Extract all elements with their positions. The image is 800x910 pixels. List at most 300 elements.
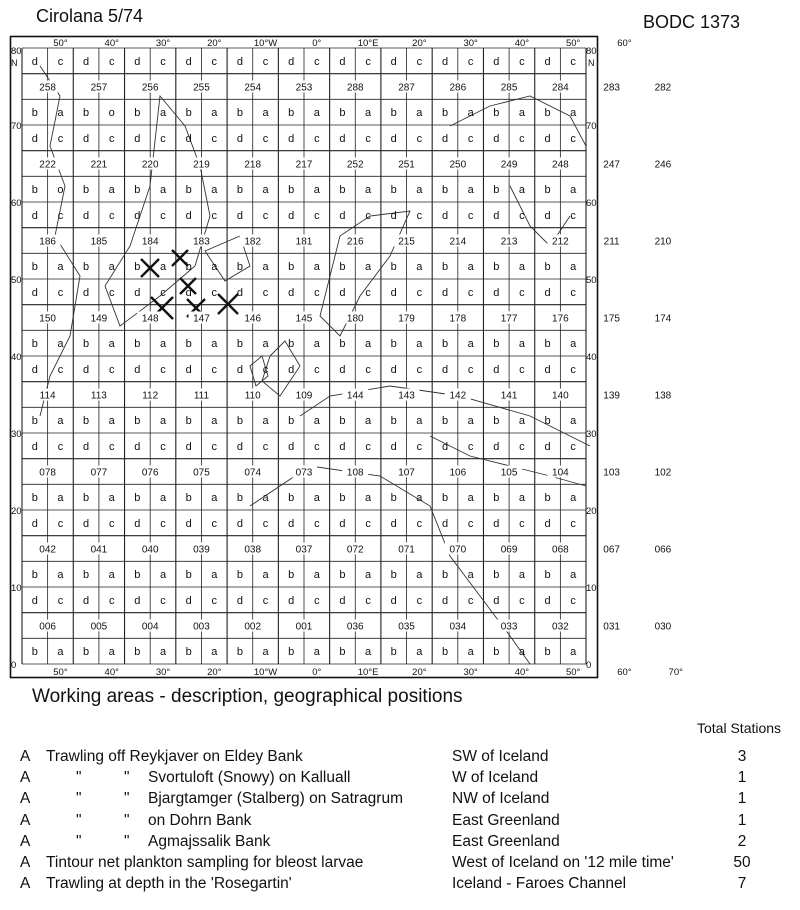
- block-number: 003: [193, 621, 210, 633]
- square-letter: b: [390, 646, 397, 659]
- square-letter: b: [390, 261, 397, 274]
- square-letter: d: [134, 594, 141, 607]
- block-number: 174: [654, 313, 672, 325]
- square-letter: b: [339, 569, 346, 582]
- square-letter: c: [108, 132, 115, 145]
- square-letter: d: [544, 440, 551, 453]
- square-letter: c: [262, 440, 269, 453]
- square-letter: b: [544, 261, 551, 274]
- area-code: A: [20, 790, 31, 808]
- square-letter: c: [211, 209, 218, 222]
- square-letter: c: [467, 55, 474, 68]
- square-letter: a: [467, 107, 474, 120]
- block-number: 249: [500, 159, 518, 171]
- square-letter: b: [83, 569, 90, 582]
- block-number: 039: [193, 544, 210, 556]
- square-letter: b: [83, 415, 90, 428]
- square-letter: d: [134, 132, 141, 145]
- block-number: 257: [90, 82, 108, 94]
- square-letter: d: [390, 55, 397, 68]
- square-letter: b: [339, 646, 346, 659]
- latitude-label: 80: [586, 46, 597, 57]
- block-number: 181: [295, 236, 313, 248]
- square-letter: d: [493, 286, 500, 299]
- square-letter: a: [211, 646, 218, 659]
- longitude-label: 50°: [565, 667, 581, 678]
- square-letter: c: [160, 594, 166, 607]
- square-letter: b: [134, 492, 141, 505]
- square-letter: b: [185, 261, 192, 274]
- block-number: 212: [552, 236, 569, 248]
- square-letter: a: [211, 107, 218, 120]
- square-letter: a: [365, 415, 372, 428]
- square-letter: c: [314, 286, 320, 299]
- square-letter: b: [441, 415, 449, 428]
- square-letter: d: [134, 55, 141, 68]
- square-letter: c: [416, 594, 423, 607]
- square-letter: b: [236, 107, 243, 120]
- square-letter: d: [134, 517, 141, 530]
- longitude-label: 40°: [514, 667, 530, 678]
- block-number: 068: [552, 544, 569, 556]
- longitude-label: 40°: [104, 667, 119, 678]
- square-letter: b: [441, 492, 449, 505]
- square-letter: b: [441, 107, 449, 120]
- square-letter: d: [31, 209, 38, 222]
- ditto-mark: ": [76, 832, 82, 850]
- square-letter: d: [31, 286, 38, 299]
- square-letter: c: [314, 209, 320, 222]
- square-letter: b: [544, 569, 551, 582]
- area-description: Tintour net plankton sampling for bleost larvae: [46, 854, 364, 871]
- square-letter: c: [365, 363, 371, 376]
- square-letter: c: [108, 440, 115, 453]
- square-letter: b: [83, 107, 90, 120]
- square-letter: a: [57, 569, 64, 582]
- square-letter: c: [108, 594, 115, 607]
- block-number: 248: [552, 159, 569, 171]
- square-letter: d: [390, 209, 397, 222]
- block-number: 040: [141, 544, 159, 556]
- square-letter: c: [160, 286, 166, 299]
- square-letter: c: [570, 594, 576, 607]
- square-letter: b: [441, 646, 449, 659]
- square-letter: d: [288, 132, 295, 145]
- square-letter: d: [441, 55, 449, 68]
- block-number: 251: [398, 159, 415, 171]
- block-number: 186: [39, 236, 56, 248]
- square-letter: a: [57, 107, 64, 120]
- block-number: 217: [295, 159, 313, 171]
- square-letter: c: [570, 209, 576, 222]
- square-letter: d: [339, 363, 346, 376]
- square-letter: a: [570, 492, 577, 505]
- square-letter: a: [211, 569, 218, 582]
- square-letter: c: [211, 55, 218, 68]
- square-letter: b: [390, 569, 397, 582]
- square-letter: c: [211, 132, 218, 145]
- square-letter: a: [570, 415, 577, 428]
- square-letter: a: [211, 492, 218, 505]
- square-letter: a: [518, 646, 525, 659]
- square-letter: d: [236, 517, 243, 530]
- square-letter: a: [570, 338, 577, 351]
- block-number: 033: [500, 621, 518, 633]
- square-letter: a: [211, 415, 218, 428]
- square-letter: a: [57, 338, 64, 351]
- square-letter: b: [236, 492, 243, 505]
- block-number: 149: [90, 313, 108, 325]
- block-number: 006: [39, 621, 56, 633]
- square-letter: b: [544, 646, 551, 659]
- square-letter: d: [134, 286, 141, 299]
- block-number: 287: [398, 82, 415, 94]
- square-letter: d: [441, 594, 449, 607]
- block-number: 072: [346, 544, 364, 556]
- square-letter: b: [83, 184, 90, 197]
- ditto-mark: ": [124, 790, 130, 808]
- square-letter: c: [416, 517, 423, 530]
- square-letter: a: [518, 569, 525, 582]
- block-number: 004: [141, 621, 159, 633]
- area-code: A: [20, 854, 31, 871]
- square-letter: d: [544, 132, 551, 145]
- square-letter: c: [416, 55, 423, 68]
- square-letter: d: [288, 517, 295, 530]
- square-letter: d: [83, 363, 90, 376]
- square-letter: b: [236, 569, 243, 582]
- square-letter: d: [236, 132, 243, 145]
- longitude-label: 20°: [207, 667, 222, 678]
- square-letter: b: [31, 184, 38, 197]
- block-number: 035: [398, 621, 415, 633]
- block-number: 220: [141, 159, 159, 171]
- square-letter: b: [493, 261, 500, 274]
- square-letter: d: [31, 440, 38, 453]
- square-letter: c: [108, 209, 115, 222]
- square-letter: b: [185, 338, 192, 351]
- square-letter: c: [416, 132, 423, 145]
- square-letter: c: [57, 55, 64, 68]
- latitude-label: 30: [11, 429, 22, 440]
- square-letter: a: [159, 646, 167, 659]
- block-number: 067: [603, 544, 620, 556]
- square-letter: d: [236, 209, 243, 222]
- square-letter: c: [211, 440, 218, 453]
- square-letter: a: [467, 338, 474, 351]
- latitude-label: 80: [11, 46, 22, 57]
- block-number: 176: [552, 313, 569, 325]
- table-row: [0, 790, 800, 811]
- square-letter: a: [159, 569, 167, 582]
- square-letter: b: [31, 261, 38, 274]
- square-letter: b: [390, 492, 397, 505]
- longitude-label: 20°: [412, 667, 427, 678]
- square-letter: c: [160, 209, 166, 222]
- square-letter: d: [185, 594, 192, 607]
- square-letter: c: [416, 286, 423, 299]
- square-letter: c: [467, 363, 474, 376]
- block-number: 147: [193, 313, 210, 325]
- block-number: 288: [346, 82, 364, 94]
- square-letter: b: [185, 492, 192, 505]
- square-letter: a: [365, 646, 372, 659]
- square-letter: d: [288, 55, 295, 68]
- block-number: 002: [244, 621, 262, 633]
- square-letter: c: [467, 440, 474, 453]
- area-location: SW of Iceland: [452, 748, 549, 765]
- square-letter: b: [288, 184, 295, 197]
- square-letter: d: [31, 363, 38, 376]
- area-location: East Greenland: [452, 811, 560, 829]
- square-letter: c: [108, 286, 115, 299]
- block-number: 038: [244, 544, 262, 556]
- square-letter: a: [416, 492, 423, 505]
- square-letter: a: [570, 261, 577, 274]
- square-letter: c: [519, 594, 525, 607]
- square-letter: d: [339, 55, 346, 68]
- square-letter: a: [467, 184, 474, 197]
- square-letter: c: [570, 363, 576, 376]
- square-letter: c: [467, 132, 474, 145]
- square-letter: a: [416, 261, 423, 274]
- square-letter: a: [262, 569, 269, 582]
- square-letter: c: [211, 517, 218, 530]
- square-letter: c: [519, 363, 525, 376]
- square-letter: a: [313, 261, 320, 274]
- square-letter: c: [416, 363, 423, 376]
- block-number: 102: [654, 467, 672, 479]
- block-number: 078: [39, 467, 56, 479]
- latitude-label: 40: [11, 352, 22, 363]
- block-number: 109: [295, 390, 313, 402]
- square-letter: a: [108, 338, 115, 351]
- square-letter: c: [519, 55, 525, 68]
- square-letter: c: [365, 209, 371, 222]
- block-number: 030: [654, 621, 672, 633]
- ditto-mark: ": [124, 832, 130, 850]
- square-letter: c: [314, 55, 320, 68]
- square-letter: c: [365, 594, 371, 607]
- latitude-label: 50: [586, 275, 597, 286]
- block-number: 214: [449, 236, 467, 248]
- square-letter: c: [365, 55, 371, 68]
- square-letter: b: [31, 569, 38, 582]
- station-total: 2: [737, 832, 747, 850]
- square-letter: a: [467, 646, 474, 659]
- square-letter: c: [160, 132, 166, 145]
- square-letter: b: [339, 415, 346, 428]
- square-letter: b: [441, 569, 449, 582]
- longitude-label: 30°: [463, 667, 478, 678]
- square-letter: d: [493, 132, 500, 145]
- square-letter: a: [416, 338, 423, 351]
- square-letter: d: [544, 363, 551, 376]
- square-letter: d: [390, 363, 397, 376]
- square-letter: d: [544, 209, 551, 222]
- square-letter: b: [339, 492, 346, 505]
- block-number: 144: [346, 390, 364, 402]
- station-total: 50: [733, 854, 751, 871]
- square-letter: d: [339, 594, 346, 607]
- block-number: 253: [295, 82, 313, 94]
- square-letter: a: [57, 492, 64, 505]
- block-number: 179: [398, 313, 415, 325]
- area-code: A: [20, 769, 31, 787]
- square-letter: c: [160, 517, 166, 530]
- latitude-label: 10: [586, 583, 597, 594]
- square-letter: c: [57, 209, 64, 222]
- square-letter: c: [262, 209, 269, 222]
- section-title: Working areas - description, geographical positions: [32, 686, 463, 707]
- square-letter: b: [134, 646, 141, 659]
- block-number: 247: [603, 159, 620, 171]
- square-letter: a: [159, 184, 167, 197]
- block-number: 042: [39, 544, 56, 556]
- square-letter: a: [262, 338, 269, 351]
- square-letter: b: [236, 646, 243, 659]
- block-number: 219: [193, 159, 210, 171]
- table-row: [0, 748, 800, 769]
- area-description: Bjargtamger (Stalberg) on Satragrum: [148, 790, 404, 808]
- block-number: 210: [654, 236, 672, 248]
- square-letter: d: [31, 594, 38, 607]
- station-total: 1: [737, 790, 747, 808]
- block-number: 150: [39, 313, 56, 325]
- cruise-title: Cirolana 5/74: [36, 6, 144, 26]
- square-letter: a: [262, 415, 269, 428]
- square-letter: c: [262, 594, 269, 607]
- latitude-label: 20: [586, 506, 597, 517]
- square-letter: c: [262, 286, 269, 299]
- square-letter: c: [211, 363, 218, 376]
- square-letter: a: [108, 415, 115, 428]
- block-number: 184: [141, 236, 159, 248]
- square-letter: b: [339, 338, 346, 351]
- square-letter: a: [518, 184, 525, 197]
- square-letter: d: [83, 440, 90, 453]
- square-letter: b: [288, 338, 295, 351]
- square-letter: a: [416, 569, 423, 582]
- square-letter: c: [108, 55, 115, 68]
- area-location: West of Iceland on '12 mile time': [452, 854, 674, 871]
- square-letter: a: [467, 569, 474, 582]
- station-grid-map: [10, 36, 683, 678]
- station-total: 1: [737, 769, 747, 787]
- square-letter: a: [159, 107, 167, 120]
- square-letter: b: [236, 338, 243, 351]
- area-location: Iceland - Faroes Channel: [452, 875, 627, 893]
- square-letter: b: [493, 492, 500, 505]
- square-letter: d: [390, 594, 397, 607]
- square-letter: c: [314, 517, 320, 530]
- square-letter: c: [314, 132, 320, 145]
- square-letter: c: [519, 132, 525, 145]
- area-code: A: [20, 832, 31, 850]
- latitude-label: 60: [11, 198, 22, 209]
- square-letter: b: [390, 338, 397, 351]
- block-number: 180: [346, 313, 364, 325]
- square-letter: b: [288, 492, 295, 505]
- square-letter: d: [441, 132, 449, 145]
- square-letter: b: [441, 338, 449, 351]
- station-total: 1: [737, 811, 747, 829]
- square-letter: a: [108, 492, 115, 505]
- block-number: 183: [193, 236, 210, 248]
- area-code: A: [20, 811, 31, 829]
- square-letter: d: [544, 286, 551, 299]
- square-letter: c: [365, 132, 371, 145]
- square-letter: d: [493, 517, 500, 530]
- longitude-label: 50°: [565, 38, 581, 49]
- square-letter: d: [83, 132, 90, 145]
- square-letter: d: [83, 517, 90, 530]
- block-number: 252: [346, 159, 364, 171]
- latitude-label: 0: [586, 660, 592, 671]
- square-letter: c: [314, 594, 320, 607]
- block-number: 221: [90, 159, 108, 171]
- square-letter: d: [544, 55, 551, 68]
- block-number: 145: [295, 313, 313, 325]
- square-letter: a: [518, 261, 525, 274]
- square-letter: b: [31, 338, 38, 351]
- block-number: 182: [244, 236, 262, 248]
- square-letter: c: [519, 440, 525, 453]
- square-letter: b: [31, 415, 38, 428]
- square-letter: b: [236, 184, 243, 197]
- block-number: 032: [552, 621, 569, 633]
- block-number: 110: [244, 390, 261, 402]
- block-number: 037: [295, 544, 313, 556]
- square-letter: d: [339, 286, 346, 299]
- block-number: 074: [244, 467, 262, 479]
- block-number: 218: [244, 159, 262, 171]
- square-letter: c: [262, 55, 269, 68]
- square-letter: a: [518, 415, 525, 428]
- square-letter: c: [211, 594, 218, 607]
- square-letter: c: [519, 209, 525, 222]
- square-letter: a: [313, 107, 320, 120]
- square-letter: a: [262, 261, 269, 274]
- square-letter: d: [83, 594, 90, 607]
- bodc-reference: BODC 1373: [642, 12, 740, 32]
- table-row: [0, 812, 800, 833]
- square-letter: c: [570, 517, 576, 530]
- block-number: 215: [398, 236, 415, 248]
- square-letter: c: [57, 440, 64, 453]
- square-letter: c: [262, 132, 269, 145]
- square-letter: b: [31, 492, 38, 505]
- block-number: 105: [500, 467, 518, 479]
- block-number: 222: [39, 159, 56, 171]
- square-letter: c: [570, 132, 576, 145]
- square-letter: a: [108, 646, 115, 659]
- square-letter: d: [185, 363, 192, 376]
- block-number: 139: [603, 390, 620, 402]
- latitude-label: 60: [586, 198, 597, 209]
- ditto-mark: ": [76, 790, 82, 808]
- square-letter: d: [236, 363, 243, 376]
- square-letter: a: [570, 107, 577, 120]
- block-number: 001: [295, 621, 313, 633]
- block-number: 284: [552, 82, 569, 94]
- square-letter: d: [493, 363, 500, 376]
- square-letter: d: [339, 517, 346, 530]
- square-letter: d: [185, 55, 192, 68]
- block-number: 143: [398, 390, 415, 402]
- square-letter: b: [83, 492, 90, 505]
- square-letter: a: [570, 569, 577, 582]
